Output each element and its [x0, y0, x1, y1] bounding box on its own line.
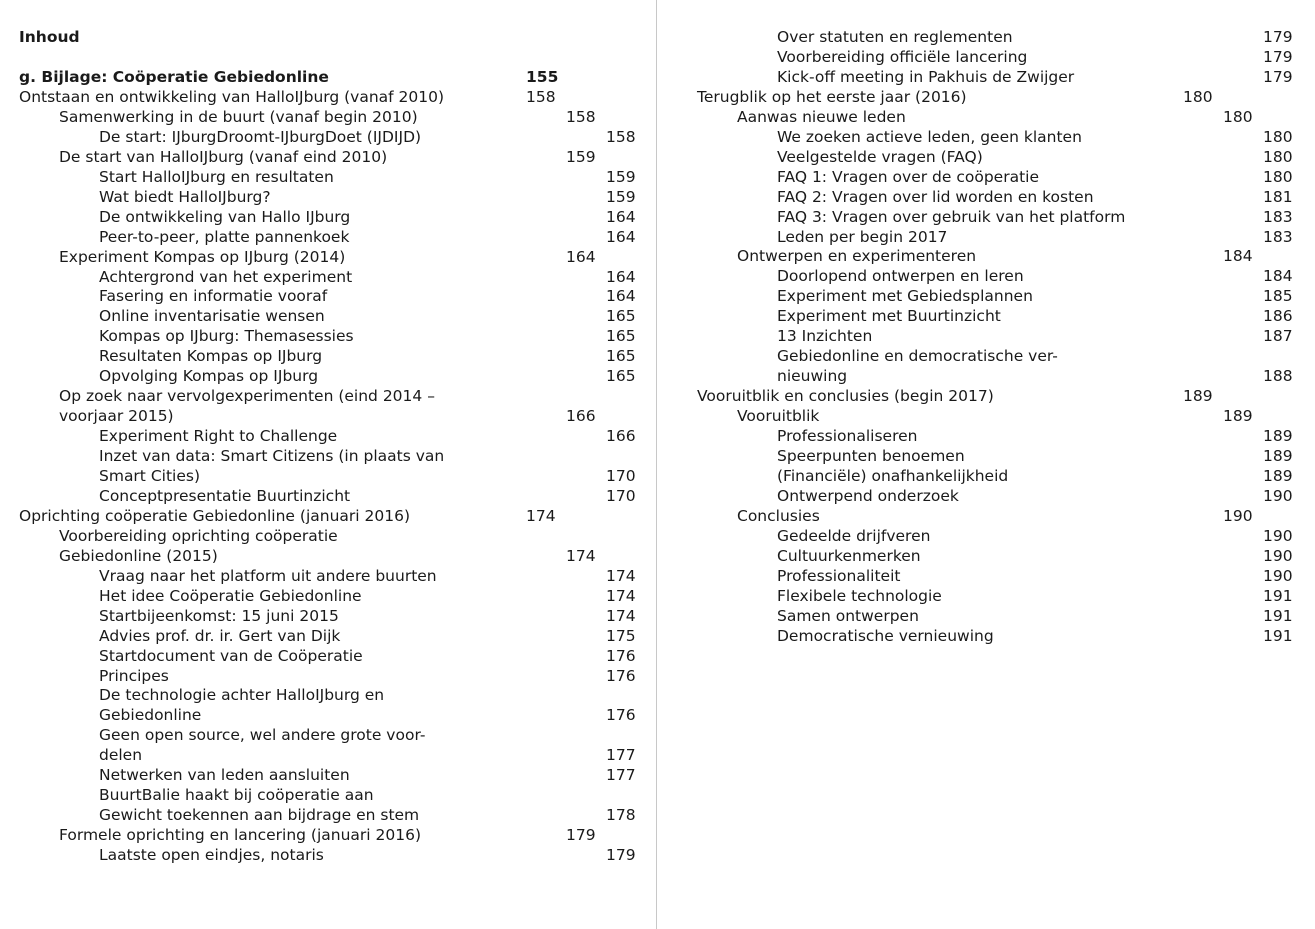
- toc-entry-page-number: 185: [1263, 287, 1293, 306]
- toc-entry-page-number: 190: [1263, 486, 1293, 505]
- toc-entry-page-number: 174: [606, 566, 636, 585]
- toc-entry-page-number: 180: [1263, 167, 1293, 186]
- toc-entry-title: Over statuten en reglementen: [777, 28, 1013, 46]
- toc-entry-title: Experiment met Gebiedsplannen: [777, 287, 1033, 306]
- toc-entry-title: Kompas op IJburg: Themasessies: [99, 327, 354, 346]
- toc-entry-page-number: 164: [606, 207, 636, 226]
- toc-entry-title: voorjaar 2015): [59, 407, 174, 426]
- toc-entry-page-number: 159: [606, 167, 636, 186]
- toc-entry-page-number: 189: [1263, 427, 1293, 445]
- toc-entry-page-number: 170: [606, 467, 636, 485]
- toc-entry-page-number: 179: [566, 826, 596, 845]
- toc-entry-title: Gebiedonline (2015): [59, 546, 218, 565]
- toc-entry-page-number: 191: [1263, 626, 1293, 645]
- toc-entry-title: Op zoek naar vervolgexperimenten (eind 2014 –: [59, 387, 435, 406]
- right-page: [658, 0, 1315, 929]
- toc-entry-page-number: 159: [606, 187, 636, 206]
- toc-entry-title: Online inventarisatie wensen: [99, 307, 325, 326]
- toc-heading: Inhoud: [19, 28, 80, 46]
- toc-entry-title: Laatste open eindjes, notaris: [99, 846, 324, 865]
- toc-entry-title: Conclusies: [737, 506, 820, 525]
- toc-entry-title: Principes: [99, 666, 169, 685]
- toc-entry-title: De technologie achter HalloIJburg en: [99, 686, 385, 705]
- toc-entry-page-number: 164: [566, 247, 596, 266]
- toc-entry-title: Resultaten Kompas op IJburg: [99, 347, 323, 366]
- left-page: [0, 0, 657, 929]
- toc-entry-title: g. Bijlage: Coöperatie Gebiedonline: [19, 68, 329, 86]
- toc-entry-page-number: 155: [526, 68, 559, 86]
- toc-entry-page-number: 179: [606, 846, 636, 865]
- toc-entry-title: Advies prof. dr. ir. Gert van Dijk: [99, 626, 341, 645]
- toc-entry-title: Ontwerpend onderzoek: [777, 486, 959, 505]
- toc-entry-page-number: 184: [1263, 267, 1293, 286]
- toc-entry-title: Oprichting coöperatie Gebiedonline (januari 2016): [19, 506, 410, 525]
- toc-entry-title: Smart Cities): [99, 467, 200, 485]
- toc-entry-title: Flexibele technologie: [777, 586, 942, 605]
- toc-entry-page-number: 187: [1263, 327, 1293, 346]
- toc-entry-page-number: 176: [606, 646, 636, 665]
- toc-entry-page-number: 183: [1263, 207, 1293, 226]
- toc-entry-title: Vooruitblik: [737, 407, 820, 426]
- toc-entry-title: Geen open source, wel andere grote voor-: [99, 726, 426, 745]
- toc-entry-page-number: 188: [1263, 367, 1293, 386]
- toc-entry-title: Terugblik op het eerste jaar (2016): [697, 87, 967, 106]
- toc-entry-page-number: 191: [1263, 606, 1293, 625]
- toc-entry-title: Leden per begin 2017: [777, 227, 948, 246]
- toc-entry-page-number: 183: [1263, 227, 1293, 246]
- toc-entry-title: Formele oprichting en lancering (januari 2016): [59, 826, 422, 845]
- toc-entry-page-number: 180: [1223, 107, 1253, 126]
- toc-entry-page-number: 158: [606, 127, 636, 146]
- toc-entry-page-number: 158: [566, 107, 596, 126]
- toc-entry-page-number: 164: [606, 287, 636, 306]
- toc-entry-title: Doorlopend ontwerpen en leren: [777, 267, 1024, 286]
- toc-entry-title: Peer-to-peer, platte pannenkoek: [99, 227, 350, 246]
- toc-entry-page-number: 174: [526, 506, 556, 525]
- toc-entry-page-number: 186: [1263, 307, 1293, 326]
- toc-entry-title: Professionaliteit: [777, 566, 901, 585]
- toc-entry-page-number: 158: [526, 87, 556, 106]
- toc-entry-page-number: 166: [566, 407, 596, 426]
- toc-entry-page-number: 165: [606, 367, 636, 386]
- toc-entry-page-number: 178: [606, 806, 636, 825]
- toc-entry-title: Fasering en informatie vooraf: [99, 287, 328, 306]
- toc-entry-title: Samenwerking in de buurt (vanaf begin 2010): [59, 107, 418, 126]
- toc-entry-title: De start van HalloIJburg (vanaf eind 2010): [59, 147, 388, 166]
- toc-entry-title: Startbijeenkomst: 15 juni 2015: [99, 606, 339, 625]
- toc-entry-page-number: 179: [1263, 47, 1293, 66]
- toc-entry-title: Gedeelde drijfveren: [777, 526, 931, 545]
- toc-entry-page-number: 164: [606, 227, 636, 246]
- toc-entry-title: delen: [99, 746, 143, 765]
- toc-entry-title: Aanwas nieuwe leden: [737, 107, 906, 126]
- toc-entry-page-number: 174: [606, 586, 636, 605]
- toc-entry-title: nieuwing: [777, 367, 848, 386]
- toc-entry-page-number: 189: [1223, 407, 1253, 426]
- toc-entry-page-number: 170: [606, 486, 636, 505]
- toc-entry-title: Vooruitblik en conclusies (begin 2017): [697, 387, 994, 406]
- toc-entry-title: We zoeken actieve leden, geen klanten: [777, 127, 1082, 146]
- toc-entry-title: Conceptpresentatie Buurtinzicht: [99, 486, 351, 505]
- toc-entry-title: De start: IJburgDroomt-IJburgDoet (IJDIJD): [99, 127, 422, 146]
- toc-entry-page-number: 189: [1263, 446, 1293, 465]
- toc-entry-title: Professionaliseren: [777, 427, 918, 445]
- toc-entry-title: FAQ 2: Vragen over lid worden en kosten: [777, 187, 1094, 206]
- toc-entry-page-number: 179: [1263, 28, 1293, 46]
- toc-entry-title: Samen ontwerpen: [777, 606, 919, 625]
- toc-entry-page-number: 164: [606, 267, 636, 286]
- toc-entry-title: Start HalloIJburg en resultaten: [99, 167, 334, 186]
- toc-entry-page-number: 189: [1183, 387, 1213, 406]
- toc-entry-page-number: 190: [1263, 566, 1293, 585]
- toc-entry-page-number: 180: [1263, 127, 1293, 146]
- toc-entry-title: Startdocument van de Coöperatie: [99, 646, 363, 665]
- toc-entry-page-number: 184: [1223, 247, 1253, 266]
- toc-entry-title: Ontwerpen en experimenteren: [737, 247, 977, 266]
- toc-entry-title: Democratische vernieuwing: [777, 626, 994, 645]
- toc-entry-page-number: 189: [1263, 466, 1293, 485]
- toc-entry-title: Gebiedonline en democratische ver-: [777, 347, 1058, 366]
- toc-entry-page-number: 190: [1263, 546, 1293, 565]
- toc-entry-title: FAQ 1: Vragen over de coöperatie: [777, 167, 1040, 186]
- toc-entry-page-number: 190: [1223, 506, 1253, 525]
- toc-entry-title: Kick-off meeting in Pakhuis de Zwijger: [777, 67, 1075, 86]
- toc-entry-title: Experiment met Buurtinzicht: [777, 307, 1001, 326]
- toc-entry-title: Voorbereiding officiële lancering: [777, 47, 1028, 66]
- toc-entry-page-number: 181: [1263, 187, 1293, 206]
- toc-entry-title: Vraag naar het platform uit andere buurten: [99, 566, 437, 585]
- toc-entry-page-number: 165: [606, 327, 636, 346]
- toc-entry-title: Gewicht toekennen aan bijdrage en stem: [99, 806, 420, 825]
- toc-entry-page-number: 159: [566, 147, 596, 166]
- toc-entry-title: De ontwikkeling van Hallo IJburg: [99, 207, 351, 226]
- toc-entry-title: BuurtBalie haakt bij coöperatie aan: [99, 786, 374, 805]
- toc-entry-page-number: 177: [606, 766, 636, 785]
- toc-entry-title: Gebiedonline: [99, 706, 202, 725]
- toc-entry-title: Het idee Coöperatie Gebiedonline: [99, 586, 362, 605]
- toc-entry-page-number: 165: [606, 347, 636, 366]
- toc-entry-title: Inzet van data: Smart Citizens (in plaats van: [99, 447, 445, 466]
- toc-entry-page-number: 176: [606, 706, 636, 725]
- toc-entry-title: Experiment Right to Challenge: [99, 427, 338, 446]
- page-divider: [656, 0, 657, 929]
- toc-entry-page-number: 180: [1263, 147, 1293, 166]
- toc-entry-page-number: 190: [1263, 526, 1293, 545]
- toc-entry-title: Experiment Kompas op IJburg (2014): [59, 247, 346, 266]
- toc-entry-page-number: 176: [606, 666, 636, 685]
- toc-entry-title: Cultuurkenmerken: [777, 546, 921, 565]
- toc-entry-title: Opvolging Kompas op IJburg: [99, 367, 319, 386]
- toc-entry-page-number: 179: [1263, 67, 1293, 86]
- toc-entry-title: Netwerken van leden aansluiten: [99, 766, 350, 785]
- toc-entry-title: Ontstaan en ontwikkeling van HalloIJburg (vanaf 2010): [19, 87, 445, 106]
- toc-entry-page-number: 166: [606, 427, 636, 446]
- toc-entry-title: Achtergrond van het experiment: [99, 267, 353, 286]
- toc-entry-page-number: 174: [606, 606, 636, 625]
- toc-entry-page-number: 165: [606, 307, 636, 326]
- toc-entry-page-number: 177: [606, 746, 636, 765]
- toc-entry-title: Wat biedt HalloIJburg?: [99, 187, 271, 206]
- toc-entry-page-number: 191: [1263, 586, 1293, 605]
- toc-entry-title: Veelgestelde vragen (FAQ): [777, 147, 983, 166]
- toc-entry-page-number: 180: [1183, 87, 1213, 106]
- toc-entry-title: FAQ 3: Vragen over gebruik van het platform: [777, 207, 1126, 226]
- toc-entry-title: (Financiële) onafhankelijkheid: [777, 466, 1009, 485]
- toc-entry-title: Voorbereiding oprichting coöperatie: [59, 526, 338, 545]
- toc-entry-title: 13 Inzichten: [777, 327, 873, 346]
- toc-entry-title: Speerpunten benoemen: [777, 446, 965, 465]
- toc-entry-page-number: 174: [566, 546, 596, 565]
- toc-entry-page-number: 175: [606, 626, 636, 645]
